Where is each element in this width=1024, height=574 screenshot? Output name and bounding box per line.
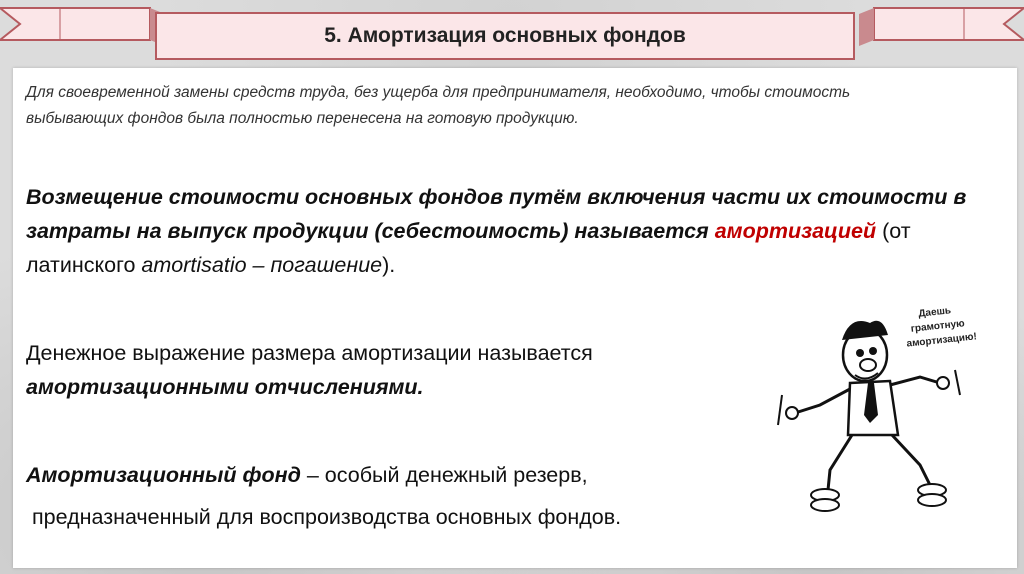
speech-line-1: Даешь: [917, 305, 952, 320]
title-box: [155, 12, 855, 60]
depreciation-fund-paragraph: [26, 454, 806, 538]
term-depreciation-fund: Амортизационный фонд: [26, 463, 301, 487]
definition-text: Возмещение стоимости основных фондов путём включения части их стоимости в затраты на выпуск продукции (себестоимость) называется: [26, 185, 967, 243]
cartoon-man-illustration: [770, 285, 1010, 520]
term-amortization: амортизацией: [714, 219, 877, 243]
depreciation-charges-paragraph: [26, 336, 786, 404]
term-depreciation-charges: амортизационными отчислениями.: [26, 375, 424, 399]
definition-close-paren: ).: [382, 253, 396, 277]
para3-line1: – особый денежный резерв,: [300, 463, 588, 487]
intro-paragraph: Для своевременной замены средств труда, без ущерба для предпринимателя, необходимо, чтобы стоимость выбывающих фондов была полностью перенесена на готовую продукцию.: [26, 84, 851, 127]
slide-title: 5. Амортизация основных фондов: [324, 24, 686, 47]
speech-line-2: грамотную: [910, 318, 966, 335]
para2-text: Денежное выражение размера амортизации называется: [26, 341, 593, 365]
para3-line2: предназначенный для воспроизводства основных фондов.: [32, 505, 622, 529]
latin-origin: amortisatio – погашение: [141, 253, 383, 277]
speech-line-3: амортизацию!: [906, 331, 978, 350]
definition-paragraph: [26, 180, 986, 282]
definition-open-paren: (от латинского: [26, 219, 911, 277]
